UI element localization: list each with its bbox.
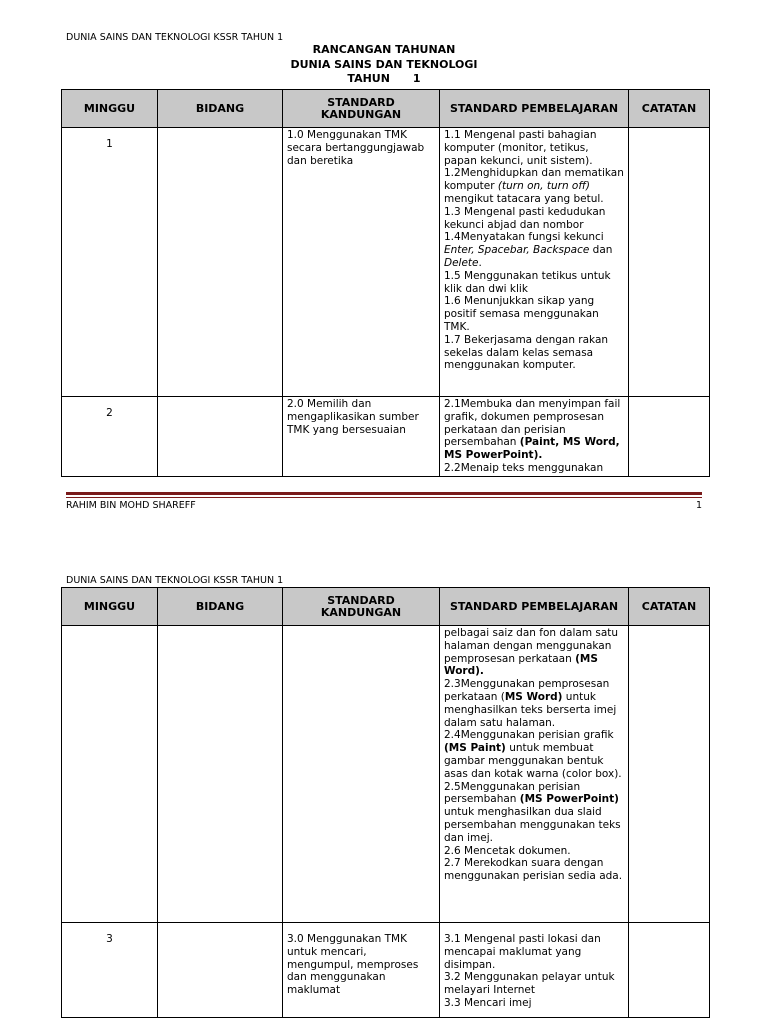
- kandungan-cell: 1.0 Menggunakan TMK secara bertanggungjawab dan beretika: [283, 128, 440, 397]
- kandungan-cell: 3.0 Menggunakan TMK untuk mencari, mengumpul, memproses dan menggunakan maklumat: [283, 923, 440, 1018]
- doc-title: RANCANGAN TAHUNAN: [312, 43, 456, 56]
- table-row: [62, 626, 710, 923]
- table-row: [62, 397, 710, 477]
- col-standard-kandungan: STANDARD KANDUNGAN: [283, 588, 440, 626]
- col-bidang: BIDANG: [158, 90, 283, 128]
- minggu-cell: 1: [62, 128, 158, 397]
- footer-rule-thin: [66, 497, 702, 498]
- catatan-cell: [629, 923, 710, 1018]
- schedule-table-page1: [61, 89, 710, 477]
- learning-item: 2.6 Mencetak dokumen.: [444, 844, 571, 857]
- page-header: DUNIA SAINS DAN TEKNOLOGI KSSR TAHUN 1: [66, 32, 284, 43]
- page-number: 1: [695, 500, 702, 511]
- learning-item: 2.4Menggunakan perisian grafik (MS Paint) untuk membuat gambar menggunakan bentuk asas dan kotak warna (color box).: [444, 729, 622, 780]
- learning-item: 3.2 Menggunakan pelayar untuk melayari Internet: [444, 971, 615, 997]
- learning-item: 2.5Menggunakan perisian persembahan (MS PowerPoint) untuk menghasilkan dua slaid persembahan menggunakan teks dan imej.: [444, 780, 621, 844]
- col-minggu: MINGGU: [62, 588, 158, 626]
- bidang-cell: [158, 923, 283, 1018]
- pembelajaran-cell: [440, 923, 629, 1018]
- page-footer: [66, 500, 702, 511]
- table-row: [62, 128, 710, 397]
- learning-item: 1.1 Mengenal pasti bahagian komputer (monitor, tetikus, papan kekunci, unit sistem).: [444, 129, 597, 167]
- learning-item: 1.4Menyatakan fungsi kekunci Enter, Spacebar, Backspace dan Delete.: [444, 231, 613, 269]
- pembelajaran-cell: [440, 397, 629, 477]
- kandungan-cell: [283, 626, 440, 923]
- footer-author: RAHIM BIN MOHD SHAREFF: [66, 500, 196, 511]
- pembelajaran-cell: [440, 128, 629, 397]
- bidang-cell: [158, 397, 283, 477]
- catatan-cell: [629, 626, 710, 923]
- learning-item: 2.7 Merekodkan suara dengan menggunakan perisian sedia ada.: [444, 857, 623, 883]
- footer-rule: [66, 492, 702, 495]
- col-standard-pembelajaran: STANDARD PEMBELAJARAN: [440, 588, 629, 626]
- catatan-cell: [629, 397, 710, 477]
- learning-item: 3.1 Mengenal pasti lokasi dan mencapai maklumat yang disimpan.: [444, 933, 601, 971]
- col-minggu: MINGGU: [62, 90, 158, 128]
- schedule-table-page2: [61, 587, 710, 1018]
- table-row: [62, 923, 710, 1018]
- learning-item: 2.3Menggunakan pemprosesan perkataan (MS Word) untuk menghasilkan teks berserta imej dalam satu halaman.: [444, 678, 617, 729]
- learning-item: 2.2Menaip teks menggunakan: [444, 461, 604, 474]
- learning-item: pelbagai saiz dan fon dalam satu halaman dengan menggunakan pemprosesan perkataan (MS Word).: [444, 627, 619, 678]
- bidang-cell: [158, 626, 283, 923]
- doc-year-text: TAHUN 1: [347, 72, 421, 85]
- learning-item: 1.2Menghidupkan dan mematikan komputer (turn on, turn off) mengikut tatacara yang betul.: [444, 167, 624, 205]
- learning-item: 1.3 Mengenal pasti kedudukan kekunci abjad dan nombor: [444, 205, 606, 231]
- doc-subtitle: DUNIA SAINS DAN TEKNOLOGI: [290, 58, 478, 71]
- doc-year: [0, 72, 768, 86]
- kandungan-cell: 2.0 Memilih dan mengaplikasikan sumber TMK yang bersesuaian: [283, 397, 440, 477]
- col-standard-kandungan: STANDARD KANDUNGAN: [283, 90, 440, 128]
- minggu-cell: [62, 626, 158, 923]
- minggu-cell: 2: [62, 397, 158, 477]
- col-catatan: CATATAN: [629, 90, 710, 128]
- learning-item: 1.5 Menggunakan tetikus untuk klik dan dwi klik: [444, 269, 611, 295]
- minggu-cell: 3: [62, 923, 158, 1018]
- learning-item: 3.3 Mencari imej: [444, 996, 532, 1009]
- col-standard-pembelajaran: STANDARD PEMBELAJARAN: [440, 90, 629, 128]
- col-bidang: BIDANG: [158, 588, 283, 626]
- learning-item: 1.6 Menunjukkan sikap yang positif semasa menggunakan TMK.: [444, 295, 599, 333]
- col-catatan: CATATAN: [629, 588, 710, 626]
- pembelajaran-cell: [440, 626, 629, 923]
- bidang-cell: [158, 128, 283, 397]
- learning-item: 2.1Membuka dan menyimpan fail grafik, dokumen pemprosesan perkataan dan perisian persembahan (Paint, MS Word, MS PowerPoint).: [444, 398, 621, 462]
- catatan-cell: [629, 128, 710, 397]
- learning-item: 1.7 Bekerjasama dengan rakan sekelas dalam kelas semasa menggunakan komputer.: [444, 333, 609, 372]
- page-header: DUNIA SAINS DAN TEKNOLOGI KSSR TAHUN 1: [66, 575, 284, 586]
